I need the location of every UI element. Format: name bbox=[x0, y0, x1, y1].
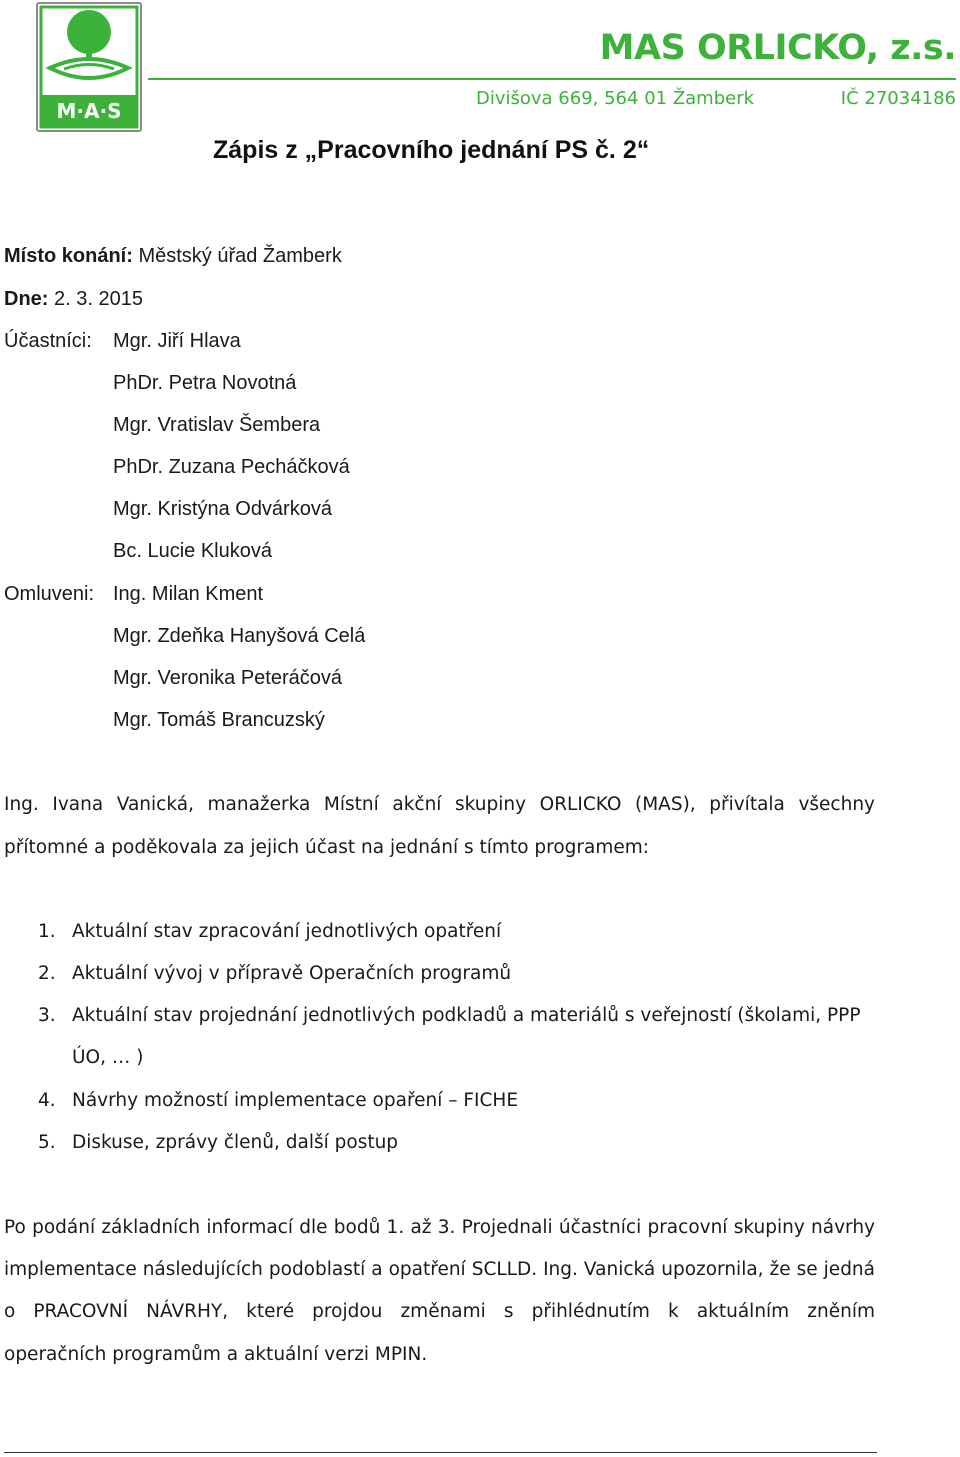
participant-name: Bc. Lucie Kluková bbox=[113, 540, 272, 562]
intro-line: přítomné a poděkovala za jejich účast na jednání s tímto programem: bbox=[4, 837, 650, 858]
date-value: 2. 3. 2015 bbox=[48, 288, 143, 310]
closing-line: Po podání základních informací dle bodů 1. až 3. Projednali účastníci pracovní skupiny návrhy bbox=[4, 1217, 875, 1238]
place-label: Místo konání: bbox=[4, 245, 133, 267]
participant-name: Mgr. Kristýna Odvárková bbox=[113, 498, 332, 520]
program-item-number: 5. bbox=[38, 1132, 56, 1153]
excused-name: Mgr. Veronika Peteráčová bbox=[113, 667, 343, 689]
document-title: Zápis z „Pracovního jednání PS č. 2“ bbox=[213, 136, 650, 164]
program-item-text: Návrhy možností implementace opaření – FICHE bbox=[72, 1090, 519, 1111]
closing-line: operačních programům a aktuální verzi MPIN. bbox=[4, 1344, 428, 1365]
closing-line: o PRACOVNÍ NÁVRHY, které projdou změnami s přihlédnutím k aktuálním zněním bbox=[4, 1301, 875, 1322]
program-item-number: 1. bbox=[38, 921, 56, 942]
participant-name: Mgr. Jiří Hlava bbox=[113, 330, 241, 352]
program-item-number: 2. bbox=[38, 963, 56, 984]
excused-label: Omluveni: bbox=[4, 583, 95, 605]
intro-line: Ing. Ivana Vanická, manažerka Místní akční skupiny ORLICKO (MAS), přivítala všechny bbox=[4, 794, 875, 815]
participant-name: PhDr. Zuzana Pecháčková bbox=[113, 456, 350, 478]
meta-place bbox=[4, 245, 342, 268]
org-address: Divišova 669, 564 01 Žamberk bbox=[476, 88, 755, 109]
org-name: MAS ORLICKO, z.s. bbox=[599, 28, 956, 68]
program-item-text: Diskuse, zprávy členů, další postup bbox=[72, 1132, 399, 1153]
footer-divider bbox=[4, 1452, 877, 1453]
participant-name: Mgr. Vratislav Šembera bbox=[113, 414, 321, 436]
meta-date bbox=[4, 288, 143, 311]
header-divider bbox=[148, 78, 956, 80]
org-ic: IČ 27034186 bbox=[840, 88, 956, 109]
participants-label: Účastníci: bbox=[4, 330, 92, 352]
program-item-number: 4. bbox=[38, 1090, 56, 1111]
program-item-number: 3. bbox=[38, 1005, 56, 1026]
closing-line: implementace následujících podoblastí a opatření SCLLD. Ing. Vanická upozornila, že se jedná bbox=[4, 1259, 875, 1280]
program-item-continuation: ÚO, … ) bbox=[72, 1047, 144, 1068]
mas-logo bbox=[36, 2, 142, 132]
participant-name: PhDr. Petra Novotná bbox=[113, 372, 297, 394]
place-value: Městský úřad Žamberk bbox=[132, 245, 342, 267]
excused-name: Mgr. Tomáš Brancuzský bbox=[113, 709, 325, 731]
date-label: Dne: bbox=[4, 288, 49, 310]
program-item-text: Aktuální vývoj v přípravě Operačních programů bbox=[72, 963, 512, 984]
excused-name: Ing. Milan Kment bbox=[113, 583, 264, 605]
logo-text: M·A·S bbox=[56, 99, 122, 123]
program-item-text: Aktuální stav projednání jednotlivých podkladů a materiálů s veřejností (školami, PPP bbox=[72, 1005, 861, 1026]
program-item-text: Aktuální stav zpracování jednotlivých opatření bbox=[72, 921, 502, 942]
excused-name: Mgr. Zdeňka Hanyšová Celá bbox=[113, 625, 366, 647]
